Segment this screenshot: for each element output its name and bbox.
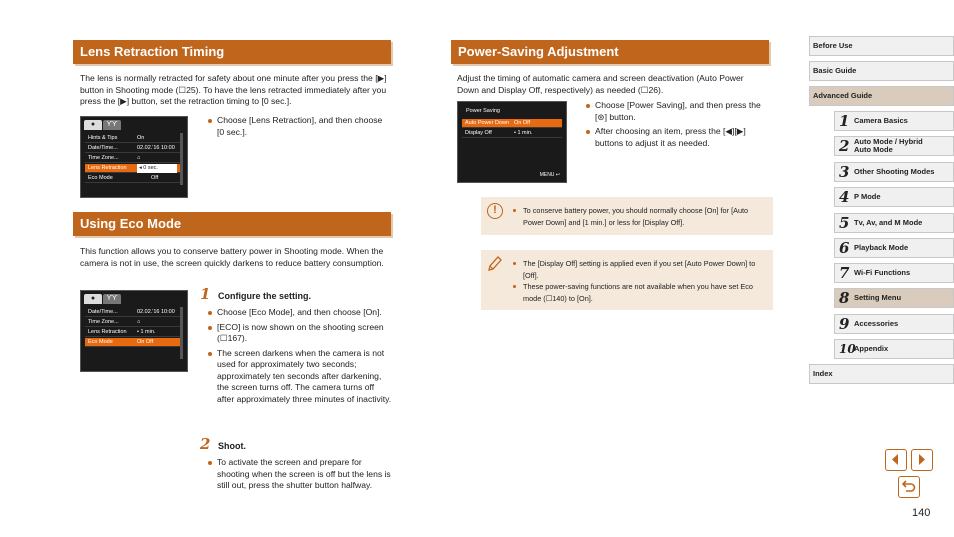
nav-chapter-3[interactable]: 3 Other Shooting Modes bbox=[834, 162, 954, 182]
camera-screen-power-saving bbox=[457, 101, 567, 183]
pencil-icon bbox=[486, 255, 502, 273]
nav-advanced-guide[interactable]: Advanced Guide bbox=[809, 86, 954, 106]
camera-icon: ● bbox=[84, 294, 102, 304]
nav-chapter-6[interactable]: 6 Playback Mode bbox=[834, 238, 954, 258]
caution-text: To conserve battery power, you should normally choose [On] for [Auto Power Down] and [1 min.] or less for [Display Off]. bbox=[511, 205, 765, 228]
nav-chapter-10[interactable]: 10 Appendix bbox=[834, 339, 954, 359]
nav-chapter-8[interactable]: 8 Setting Menu bbox=[834, 288, 954, 308]
return-button[interactable] bbox=[898, 476, 920, 498]
nav-chapter-2[interactable]: 2 Auto Mode / Hybrid Auto Mode bbox=[834, 136, 954, 156]
arrow-right-icon bbox=[912, 450, 931, 469]
camera-screen-eco-mode bbox=[80, 290, 188, 372]
menu-row: Date/Time... 02.02.'16 10:00 bbox=[85, 308, 181, 317]
caution-icon: ! bbox=[487, 203, 503, 219]
menu-row-selected: Eco Mode On Off bbox=[85, 338, 181, 347]
instruction-bullet: To activate the screen and prepare for shooting when the screen is off but the lens is still out, press the shutter button halfway. bbox=[207, 457, 393, 492]
lens-retraction-instructions bbox=[207, 115, 387, 141]
nav-basic-guide[interactable]: Basic Guide bbox=[809, 61, 954, 81]
power-saving-paragraph: Adjust the timing of automatic camera and screen deactivation (Auto Power Down and Display Off, respectively) as needed (☐26). bbox=[457, 73, 744, 95]
menu-row: Lens Retraction • 1 min. bbox=[85, 328, 181, 337]
menu-back-icon: MENU ↩ bbox=[539, 172, 560, 178]
previous-page-button[interactable] bbox=[885, 449, 907, 471]
settings-tab-icon: ϒϒ bbox=[103, 120, 121, 130]
nav-chapter-7[interactable]: 7 Wi-Fi Functions bbox=[834, 263, 954, 283]
scrollbar bbox=[180, 307, 183, 359]
menu-row: Hints & Tips On bbox=[85, 134, 181, 143]
camera-menu-title: Power Saving bbox=[466, 108, 500, 114]
note-box bbox=[481, 250, 773, 310]
nav-chapter-1[interactable]: 1 Camera Basics bbox=[834, 111, 954, 131]
nav-before-use[interactable]: Before Use bbox=[809, 36, 954, 56]
step-1-instructions bbox=[207, 307, 393, 408]
nav-chapter-4[interactable]: 4 P Mode bbox=[834, 187, 954, 207]
step-number-1: 1 bbox=[200, 285, 211, 303]
nav-chapter-9[interactable]: 9 Accessories bbox=[834, 314, 954, 334]
lens-retraction-paragraph: The lens is normally retracted for safety about one minute after you press the [▶] button in Shooting mode (☐25). To have the lens retracted immediately after you press the [▶] button, set the retraction timing to [0 sec.]. bbox=[80, 73, 387, 106]
nav-chapter-5[interactable]: 5 Tv, Av, and M Mode bbox=[834, 213, 954, 233]
menu-row-selected: Lens Retraction ◂ 0 sec. bbox=[85, 164, 181, 173]
step-title-1: Configure the setting. bbox=[218, 291, 311, 301]
menu-row: Time Zone... ⌂ bbox=[85, 318, 181, 327]
note-text: These power-saving functions are not available when you have set Eco mode (☐140) to [On]. bbox=[511, 281, 765, 304]
power-saving-instructions bbox=[585, 100, 768, 152]
menu-row: Time Zone... ⌂ bbox=[85, 154, 181, 163]
note-text: The [Display Off] setting is applied even if you set [Auto Power Down] to [Off]. bbox=[511, 258, 765, 281]
page-number: 140 bbox=[912, 507, 931, 519]
return-icon bbox=[899, 477, 918, 496]
instruction-bullet: Choose [Eco Mode], and then choose [On]. bbox=[207, 307, 393, 319]
menu-row: Date/Time... 02.02.'16 10:00 bbox=[85, 144, 181, 153]
arrow-left-icon bbox=[886, 450, 905, 469]
instruction-bullet: [ECO] is now shown on the shooting screen (☐167). bbox=[207, 322, 393, 345]
menu-row-selected: Auto Power Down On Off bbox=[462, 119, 562, 128]
menu-row: Display Off • 1 min. bbox=[462, 129, 562, 138]
step-2-instructions bbox=[207, 457, 393, 495]
caution-box bbox=[481, 197, 773, 235]
instruction-bullet: Choose [Lens Retraction], and then choose [0 sec.]. bbox=[207, 115, 387, 138]
step-title-2: Shoot. bbox=[218, 441, 246, 451]
eco-mode-paragraph: This function allows you to conserve battery power in Shooting mode. When the camera is not in use, the screen quickly darkens to reduce battery consumption. bbox=[80, 246, 384, 268]
section-heading-power-saving: Power-Saving Adjustment bbox=[451, 40, 769, 64]
scrollbar bbox=[180, 133, 183, 185]
menu-row: Eco Mode Off bbox=[85, 174, 181, 183]
instruction-bullet: Choose [Power Saving], and then press the [⊛] button. bbox=[585, 100, 768, 123]
camera-screen-lens-retraction bbox=[80, 116, 188, 198]
nav-index[interactable]: Index bbox=[809, 364, 954, 384]
section-heading-lens-retraction: Lens Retraction Timing bbox=[73, 40, 391, 64]
section-heading-eco-mode: Using Eco Mode bbox=[73, 212, 391, 236]
instruction-bullet: After choosing an item, press the [◀][▶] buttons to adjust it as needed. bbox=[585, 126, 768, 149]
step-number-2: 2 bbox=[200, 435, 211, 453]
instruction-bullet: The screen darkens when the camera is not used for approximately two seconds; approximately ten seconds after darkening, the screen turns off. The camera turns off after approximately three minutes of inactivity. bbox=[207, 348, 393, 406]
camera-icon: ● bbox=[84, 120, 102, 130]
next-page-button[interactable] bbox=[911, 449, 933, 471]
settings-tab-icon: ϒϒ bbox=[103, 294, 121, 304]
